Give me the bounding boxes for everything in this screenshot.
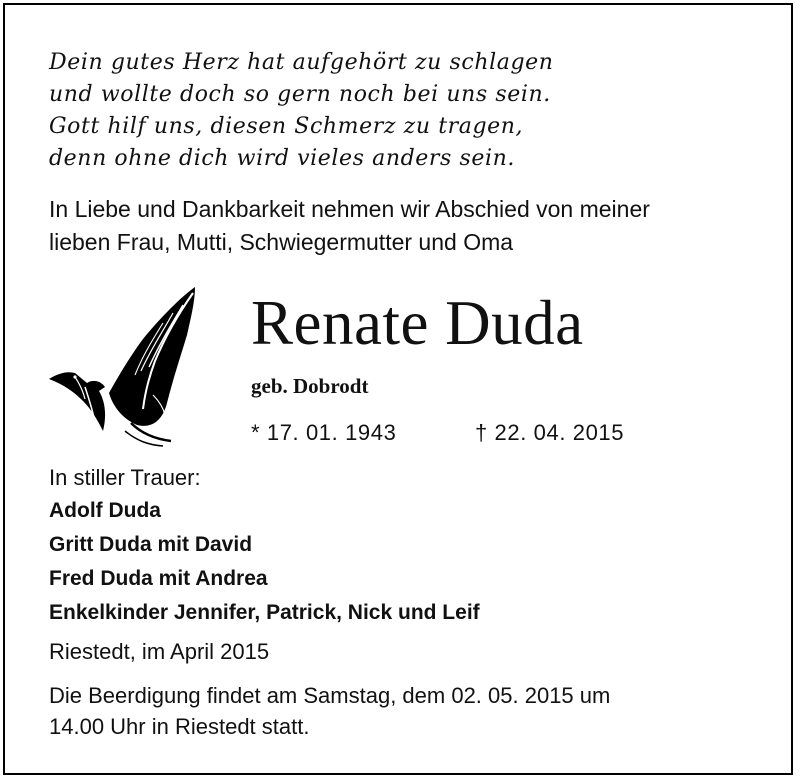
mourner-name: Enkelkinder Jennifer, Patrick, Nick und Leif — [49, 601, 480, 624]
funeral-info — [49, 680, 610, 742]
poem-line: und wollte doch so gern noch bei uns sein. — [49, 82, 551, 107]
praying-hands-with-dove-icon — [45, 283, 200, 448]
mourner-name: Adolf Duda — [49, 499, 161, 522]
place-and-date: Riestedt, im April 2015 — [49, 639, 270, 664]
maiden-name: geb. Dobrodt — [251, 374, 369, 398]
intro-line: In Liebe und Dankbarkeit nehmen wir Abschied von meiner — [49, 196, 650, 222]
poem-line: Dein gutes Herz hat aufgehört zu schlagen — [49, 50, 554, 75]
farewell-intro — [49, 193, 650, 259]
mourner-name: Gritt Duda mit David — [49, 533, 253, 556]
mourners-list — [49, 494, 480, 630]
obituary-notice — [3, 3, 793, 775]
poem — [49, 47, 554, 175]
funeral-line: Die Beerdigung findet am Samstag, dem 02. 05. 2015 um — [49, 683, 611, 708]
poem-line: denn ohne dich wird vieles anders sein. — [49, 146, 516, 171]
mourner-name: Fred Duda mit Andrea — [49, 567, 268, 590]
funeral-line: 14.00 Uhr in Riestedt statt. — [49, 714, 310, 739]
deceased-name: Renate Duda — [251, 288, 584, 358]
mourning-label: In stiller Trauer: — [49, 465, 201, 490]
death-date: † 22. 04. 2015 — [475, 420, 625, 445]
intro-line: lieben Frau, Mutti, Schwiegermutter und Oma — [49, 229, 514, 255]
poem-line: Gott hilf uns, diesen Schmerz zu tragen, — [49, 114, 524, 139]
birth-date: * 17. 01. 1943 — [251, 420, 397, 445]
